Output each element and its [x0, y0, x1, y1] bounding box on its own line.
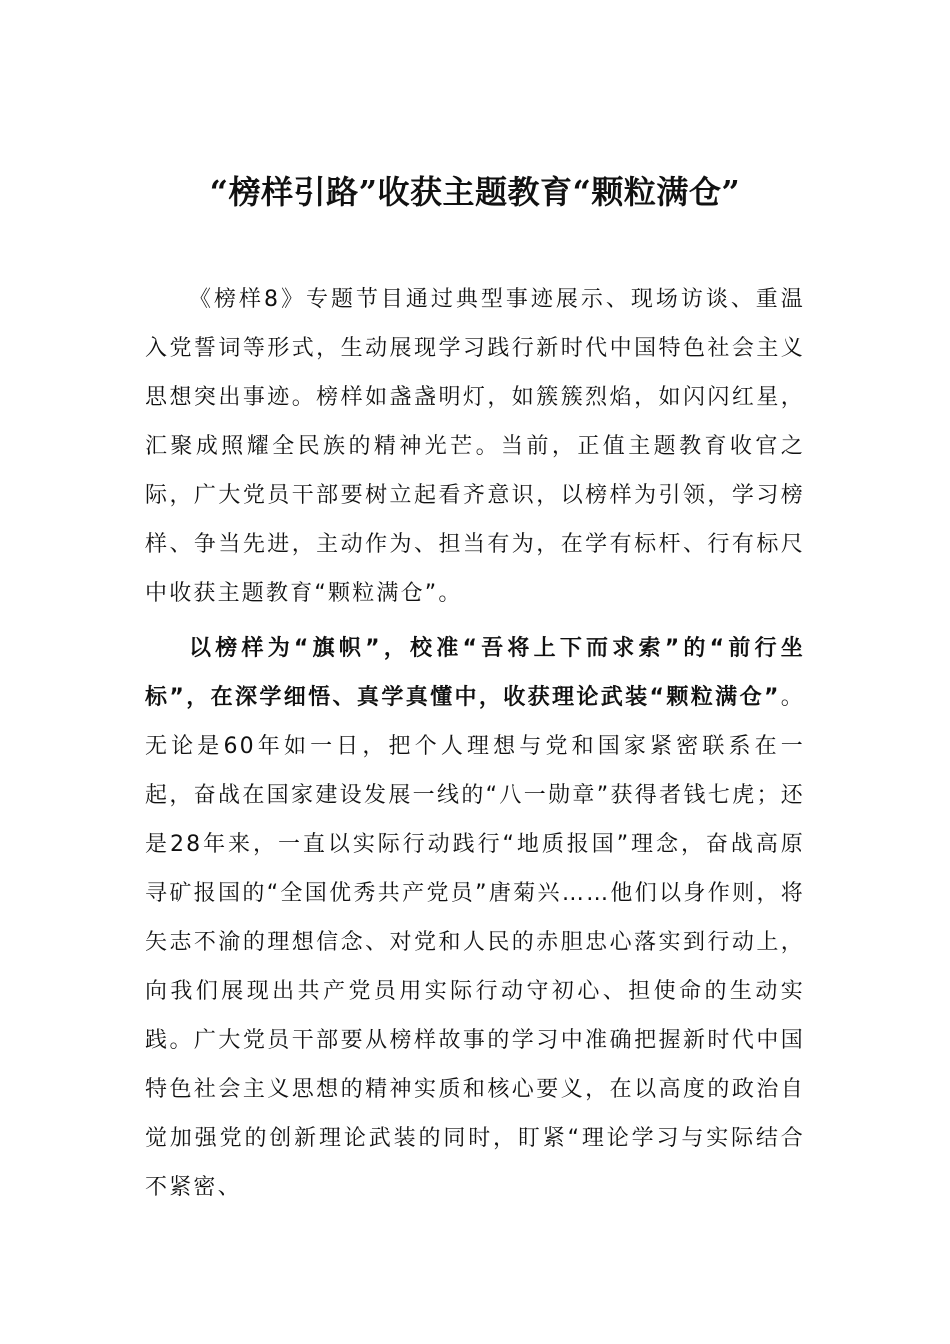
paragraph-lead-heading: 以榜样为“旗帜”，校准“吾将上下而求索”的“前行坐标”，在深学细悟、真学真懂中，收获理论武装“颗粒满仓”: [145, 636, 805, 710]
document-title: “榜样引路”收获主题教育“颗粒满仓”: [209, 173, 741, 211]
paragraph-role-models-banner: [145, 624, 805, 1212]
paragraph-intro-text: 《榜样8》专题节目通过典型事迹展示、现场访谈、重温入党誓词等形式，生动展现学习践行新时代中国特色社会主义思想突出事迹。榜样如盏盏明灯，如簇簇烈焰，如闪闪红星，汇聚成照耀全民族的精神光芒。当前，正值主题教育收官之际，广大党员干部要树立起看齐意识，以榜样为引领，学习榜样、争当先进，主动作为、担当有为，在学有标杆、行有标尺中收获主题教育“颗粒满仓”。: [145, 287, 805, 606]
paragraph-intro: [145, 275, 805, 618]
paragraph-body-text: 。无论是60年如一日，把个人理想与党和国家紧密联系在一起，奋战在国家建设发展一线的“八一勋章”获得者钱七虎；还是28年来，一直以实际行动践行“地质报国”理念，奋战高原寻矿报国的“全国优秀共产党员”唐菊兴……他们以身作则，将矢志不渝的理想信念、对党和人民的赤胆忠心落实到行动上，向我们展现出共产党员用实际行动守初心、担使命的生动实践。广大党员干部要从榜样故事的学习中准确把握新时代中国特色社会主义思想的精神实质和核心要义，在以高度的政治自觉加强党的创新理论武装的同时，盯紧“理论学习与实际结合不紧密、: [145, 685, 805, 1200]
